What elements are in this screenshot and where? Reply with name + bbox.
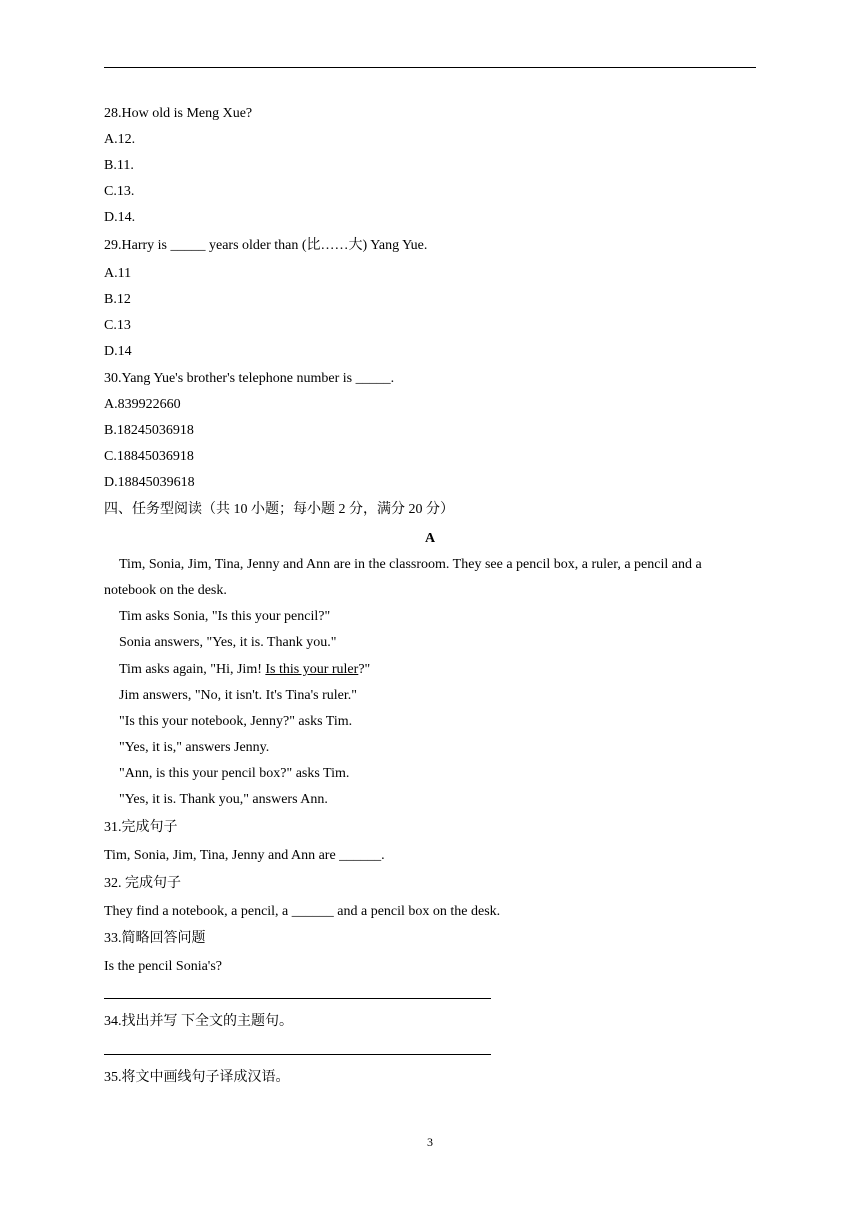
q31-text: Tim, Sonia, Jim, Tina, Jenny and Ann are ______. — [104, 848, 385, 863]
q30-option-d: D.18845039618 — [104, 475, 195, 490]
passage-line: Sonia answers, "Yes, it is. Thank you." — [119, 635, 337, 650]
q30-option-c: C.18845036918 — [104, 449, 194, 464]
q33-label: 33.简略回答问题 — [104, 931, 206, 946]
q35-label: 35.将文中画线句子译成汉语。 — [104, 1070, 290, 1085]
q29-option-b: B.12 — [104, 292, 131, 307]
passage-text: Tim asks again, "Hi, Jim! — [119, 662, 266, 677]
underlined-sentence: Is this your ruler — [265, 662, 359, 677]
page-number: 3 — [427, 1135, 433, 1149]
q32-label: 32. 完成句子 — [104, 876, 181, 891]
passage-line: notebook on the desk. — [104, 583, 227, 598]
header-rule — [104, 67, 756, 68]
passage-line — [119, 662, 370, 678]
passage-line: "Yes, it is. Thank you," answers Ann. — [119, 792, 328, 807]
section-heading: 四、任务型阅读（共 10 小题；每小题 2 分，满分 20 分） — [104, 502, 454, 517]
q28-option-c: C.13. — [104, 184, 135, 199]
q30-stem: 30.Yang Yue's brother's telephone number is _____. — [104, 371, 395, 386]
q29-option-d: D.14 — [104, 344, 132, 359]
passage-line: Jim answers, "No, it isn't. It's Tina's ruler." — [119, 688, 357, 703]
passage-text: ?" — [358, 662, 371, 677]
passage-line: "Is this your notebook, Jenny?" asks Tim. — [119, 714, 353, 729]
q33-text: Is the pencil Sonia's? — [104, 959, 222, 974]
q29-stem: 29.Harry is _____ years older than (比……大) Yang Yue. — [104, 238, 428, 253]
q28-stem: 28.How old is Meng Xue? — [104, 106, 253, 121]
q34-answer-line — [104, 1054, 491, 1055]
q29-option-c: C.13 — [104, 318, 131, 333]
passage-line: "Yes, it is," answers Jenny. — [119, 740, 270, 755]
passage-line: "Ann, is this your pencil box?" asks Tim. — [119, 766, 350, 781]
q33-answer-line — [104, 998, 491, 999]
q31-label: 31.完成句子 — [104, 820, 178, 835]
q32-text: They find a notebook, a pencil, a ______ and a pencil box on the desk. — [104, 904, 501, 919]
q28-option-d: D.14. — [104, 210, 136, 225]
q30-option-b: B.18245036918 — [104, 423, 194, 438]
part-label: A — [424, 531, 436, 546]
q29-option-a: A.11 — [104, 266, 132, 281]
passage-line: Tim asks Sonia, "Is this your pencil?" — [119, 609, 331, 624]
q34-label: 34.找出并写 下全文的主题句。 — [104, 1014, 293, 1029]
q28-option-b: B.11. — [104, 158, 134, 173]
passage-line: Tim, Sonia, Jim, Tina, Jenny and Ann are in the classroom. They see a pencil box, a ruler, a pencil and a — [119, 557, 702, 572]
q30-option-a: A.839922660 — [104, 397, 181, 412]
q28-option-a: A.12. — [104, 132, 136, 147]
